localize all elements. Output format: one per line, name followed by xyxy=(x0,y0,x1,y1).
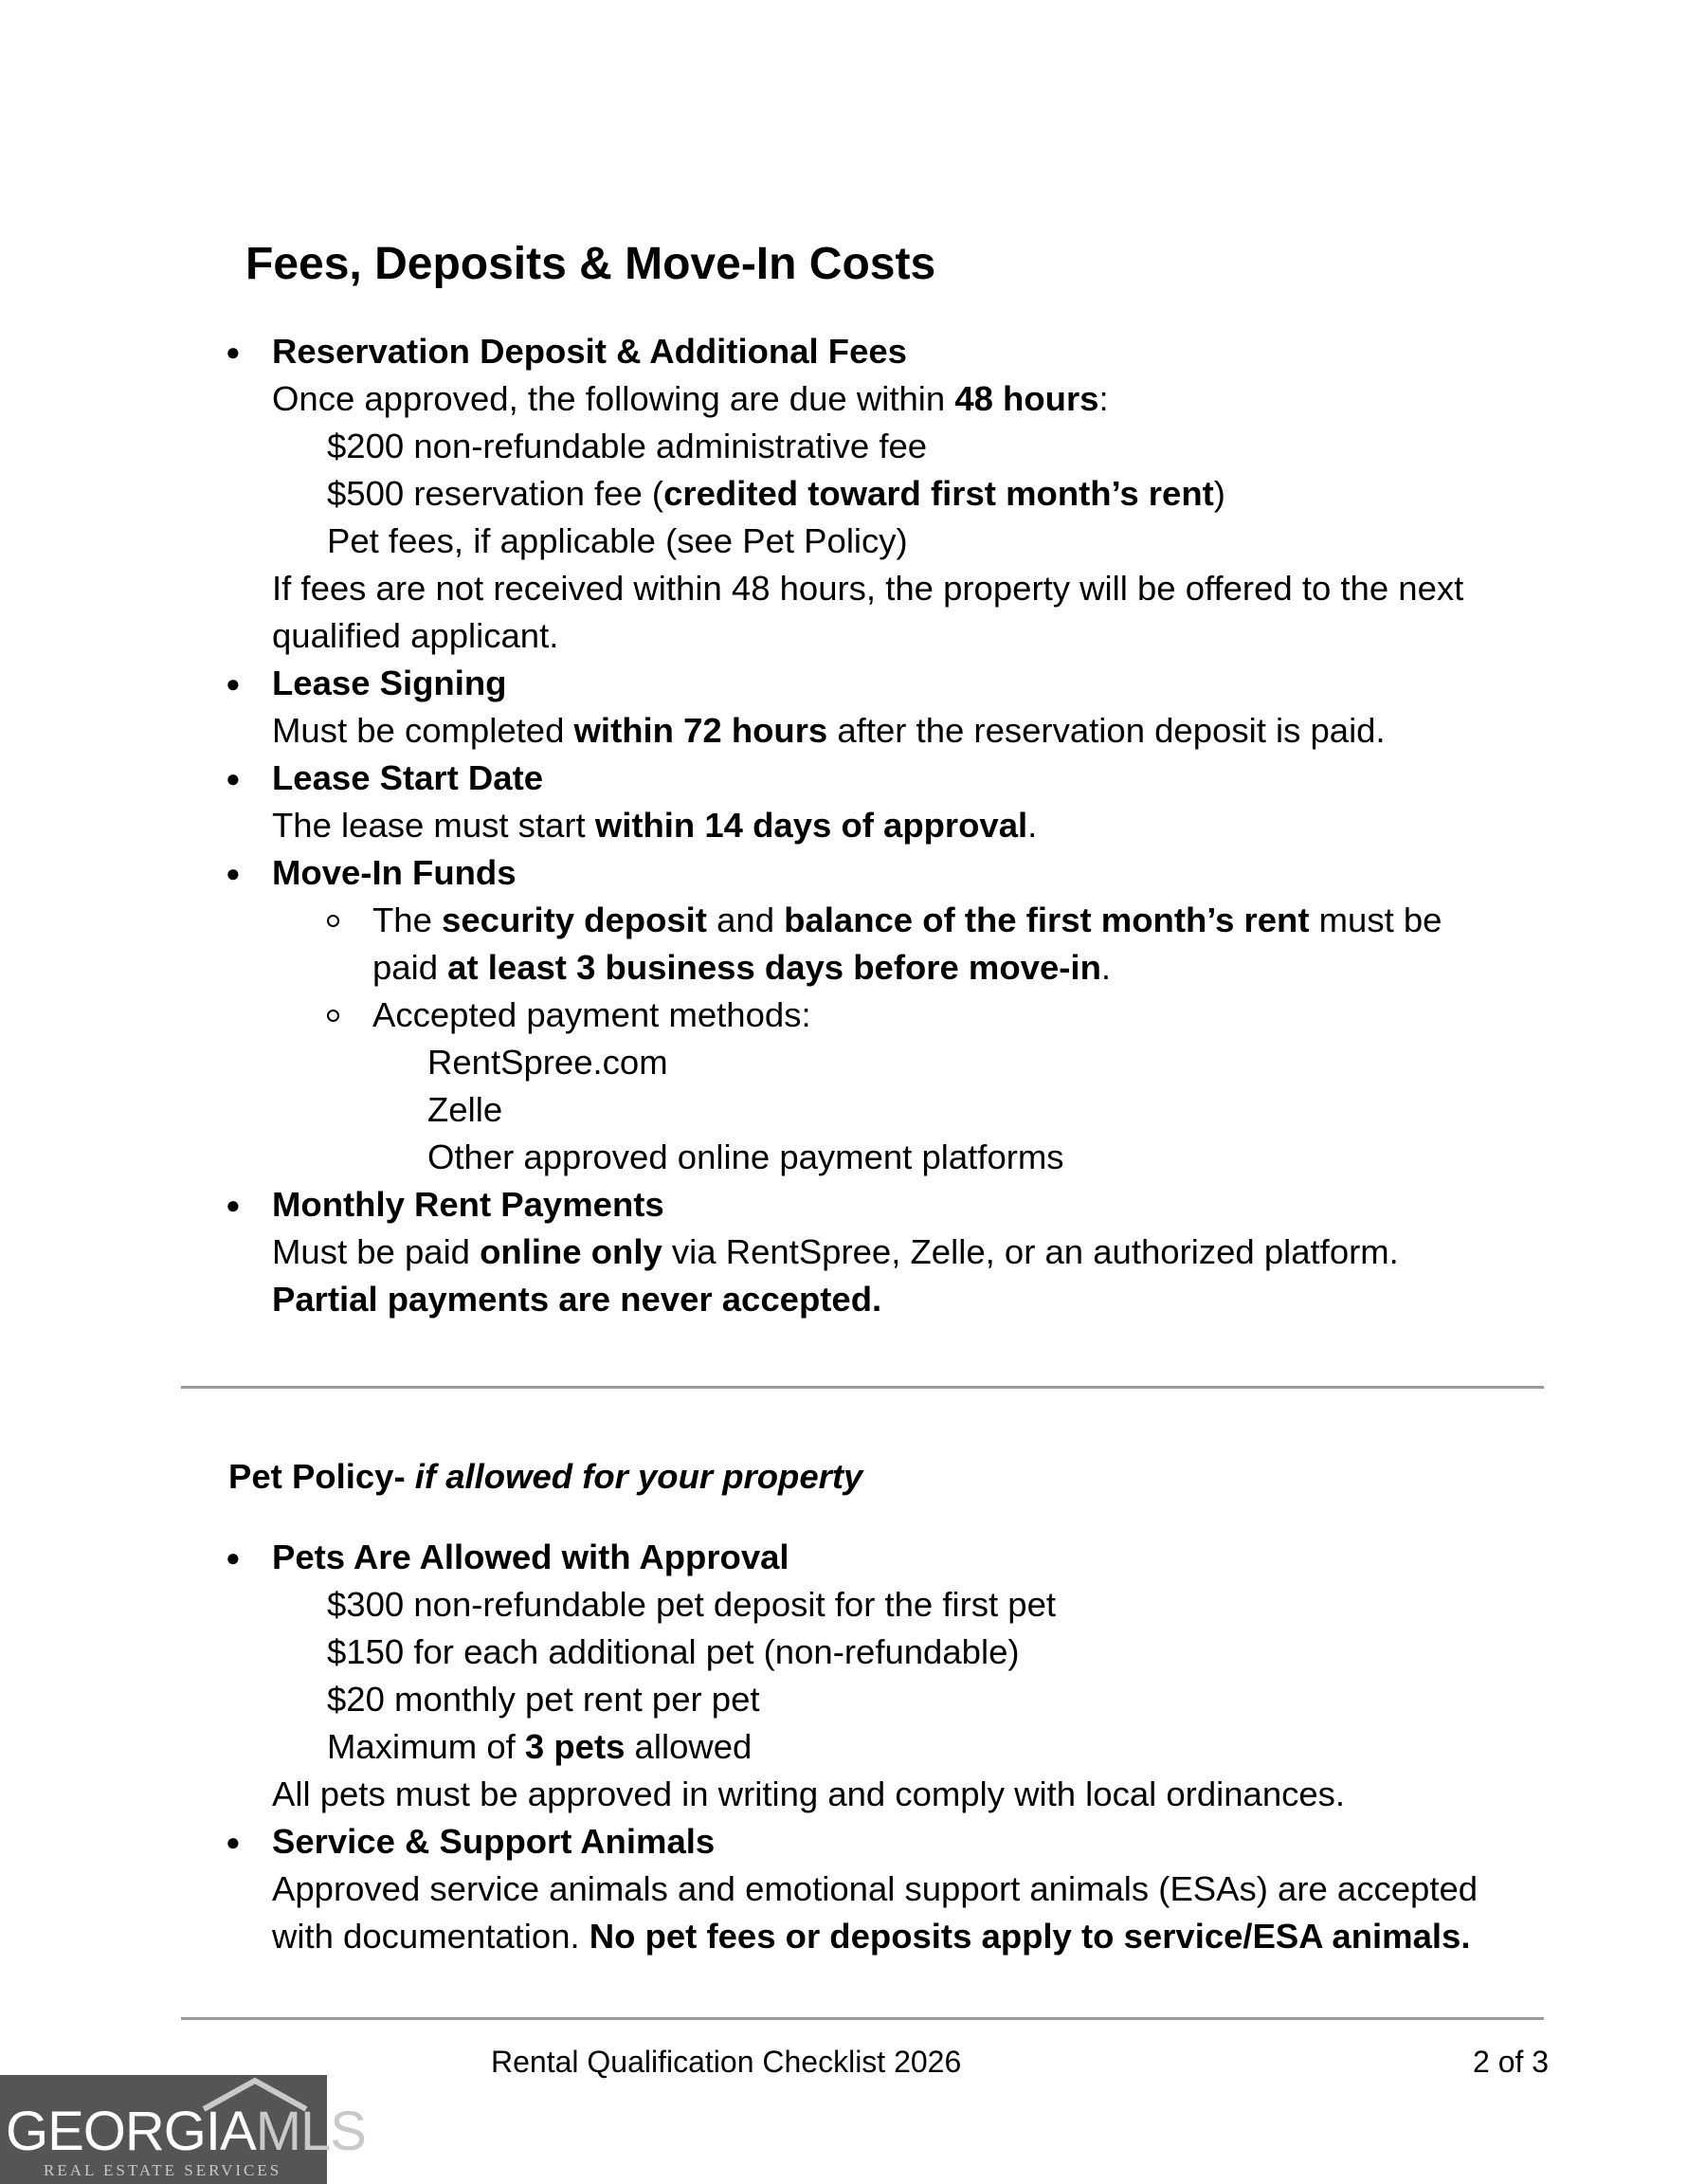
footer-title: Rental Qualification Checklist 2026 xyxy=(491,2045,962,2079)
service-animals-line2: with documentation. No pet fees or deposits apply to service/ESA animals. xyxy=(272,1917,1471,1956)
lease-signing-heading: Lease Signing xyxy=(272,664,507,702)
payment-method: Zelle xyxy=(427,1090,503,1129)
payment-method: RentSpree.com xyxy=(427,1043,668,1082)
lease-start-heading: Lease Start Date xyxy=(272,758,544,797)
page-number: 2 of 3 xyxy=(1473,2045,1550,2079)
move-in-sub2: Accepted payment methods: xyxy=(372,995,811,1034)
bullet-icon: ● xyxy=(226,859,241,887)
service-animals-line1: Approved service animals and emotional support animals (ESAs) are accepted xyxy=(272,1869,1478,1908)
reservation-heading: Reservation Deposit & Additional Fees xyxy=(272,332,907,371)
page-title: Fees, Deposits & Move-In Costs xyxy=(245,239,936,289)
service-animals-heading: Service & Support Animals xyxy=(272,1822,716,1861)
bullet-icon: ● xyxy=(226,1191,241,1219)
move-in-sub1-line1: The security deposit and balance of the first month’s rent must be xyxy=(372,901,1442,939)
pet-fee: $300 non-refundable pet deposit for the first pet xyxy=(327,1585,1057,1624)
reservation-note-line2: qualified applicant. xyxy=(272,616,559,655)
move-in-heading: Move-In Funds xyxy=(272,853,517,892)
pet-policy-title: Pet Policy- if allowed for your property xyxy=(228,1457,863,1496)
monthly-rent-text: Must be paid online only via RentSpree, Zelle, or an authorized platform. xyxy=(272,1232,1399,1271)
georgia-mls-logo xyxy=(0,2075,366,2184)
lease-signing-text: Must be completed within 72 hours after the reservation deposit is paid. xyxy=(272,711,1386,750)
partial-payments-note: Partial payments are never accepted. xyxy=(272,1280,882,1319)
bullet-icon: ● xyxy=(226,1828,241,1856)
lease-start-text: The lease must start within 14 days of approval. xyxy=(272,806,1038,845)
logo-subtitle: REAL ESTATE SERVICES xyxy=(44,2161,282,2179)
footer-divider xyxy=(181,2017,1544,2020)
move-in-sub1-line2: paid at least 3 business days before move-in. xyxy=(372,948,1112,987)
pets-approval-note: All pets must be approved in writing and comply with local ordinances. xyxy=(272,1774,1346,1813)
pet-fee: $150 for each additional pet (non-refundable) xyxy=(327,1632,1020,1671)
monthly-rent-heading: Monthly Rent Payments xyxy=(272,1185,664,1224)
fee-pet: Pet fees, if applicable (see Pet Policy) xyxy=(327,521,908,560)
reservation-note-line1: If fees are not received within 48 hours, the property will be offered to the next xyxy=(272,569,1464,608)
section-divider xyxy=(181,1386,1544,1389)
pet-fee: $20 monthly pet rent per pet xyxy=(327,1680,760,1719)
bullet-icon: ● xyxy=(226,669,241,698)
bullet-icon: ● xyxy=(226,1543,241,1572)
pets-allowed-heading: Pets Are Allowed with Approval xyxy=(272,1538,789,1576)
pet-max: Maximum of 3 pets allowed xyxy=(327,1727,753,1766)
fee-admin: $200 non-refundable administrative fee xyxy=(327,427,928,465)
hollow-bullet-icon xyxy=(327,915,339,927)
fee-reservation: $500 reservation fee (credited toward first month’s rent) xyxy=(327,474,1225,513)
bullet-icon: ● xyxy=(226,337,241,366)
hollow-bullet-icon xyxy=(327,1010,339,1022)
bullet-icon: ● xyxy=(226,764,241,792)
payment-method: Other approved online payment platforms xyxy=(427,1138,1064,1176)
logo-text: GEORGIAMLS xyxy=(6,2101,366,2162)
reservation-intro: Once approved, the following are due within 48 hours: xyxy=(272,379,1109,418)
